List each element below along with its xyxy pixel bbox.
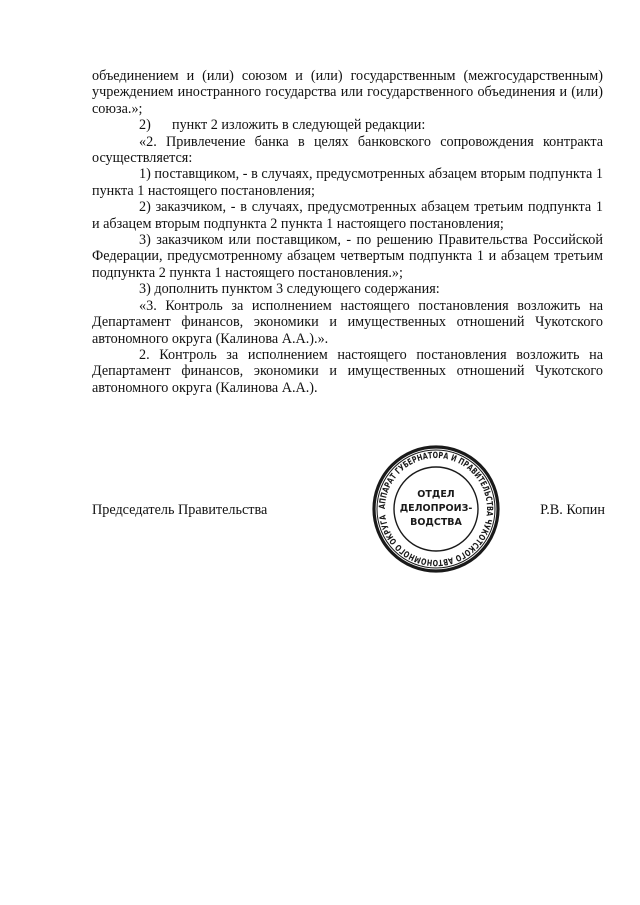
paragraph-text: 1) поставщиком, - в случаях, предусмотренных абзацем вторым подпункта 1 пункта 1 настоящего постановления; <box>92 166 603 199</box>
stamp-center-line-1: ОТДЕЛ <box>417 489 455 500</box>
paragraph-text: 2. Контроль за исполнением настоящего постановления возложить на Департамент финансов, экономики и имущественных отношений Чукотского автономного округа (Калинова А.А.). <box>92 346 603 396</box>
signatory-name: Р.В. Копин <box>540 502 605 518</box>
paragraph-subitem-3 <box>92 232 603 281</box>
paragraph-continuation <box>92 68 603 117</box>
paragraph-control-quote <box>92 298 603 347</box>
paragraph-text: пункт 2 изложить в следующей редакции: <box>172 117 426 134</box>
stamp-seal-icon <box>371 444 501 574</box>
official-stamp <box>371 444 501 574</box>
document-body <box>92 68 603 396</box>
paragraph-item-3 <box>92 281 603 297</box>
paragraph-text: «2. Привлечение банка в целях банковского сопровождения контракта осуществляется: <box>92 133 603 167</box>
paragraph-text: «3. Контроль за исполнением настоящего постановления возложить на Департамент финансов, экономики и имущественных отношений Чукотского автономного округа (Калинова А.А.).». <box>92 297 603 347</box>
paragraph-control <box>92 347 603 396</box>
stamp-center-line-2: ДЕЛОПРОИЗ- <box>399 503 473 514</box>
stamp-center-line-3: ВОДСТВА <box>410 517 462 528</box>
paragraph-text: 3) дополнить пунктом 3 следующего содержания: <box>139 281 440 298</box>
item-number: 2) <box>139 117 151 134</box>
paragraph-text: объединением и (или) союзом и (или) государственным (межгосударственным) учреждением иностранного государства или государственного объединения и (или) союза.»; <box>92 68 603 117</box>
stamp-ring-textpath: АППАРАТ ГУБЕРНАТОРА И ПРАВИТЕЛЬСТВА ЧУКОТСКОГО АВТОНОМНОГО ОКРУГА <box>377 450 495 568</box>
paragraph-subitem-2 <box>92 199 603 232</box>
paragraph-subitem-1 <box>92 166 603 199</box>
paragraph-bank-clause <box>92 134 603 167</box>
paragraph-text: 3) заказчиком или поставщиком, - по решению Правительства Российской Федерации, предусмотренному абзацем четвертым подпункта 1 и абзацем третьим подпункта 2 пункта 1 настоящего постановления.»; <box>92 232 603 281</box>
paragraph-item-2 <box>92 117 603 133</box>
paragraph-text: 2) заказчиком, - в случаях, предусмотренных абзацем третьим подпункта 1 и абзацем вторым подпункта 2 пункта 1 настоящего постановления; <box>92 199 603 232</box>
signatory-position: Председатель Правительства <box>92 502 268 518</box>
